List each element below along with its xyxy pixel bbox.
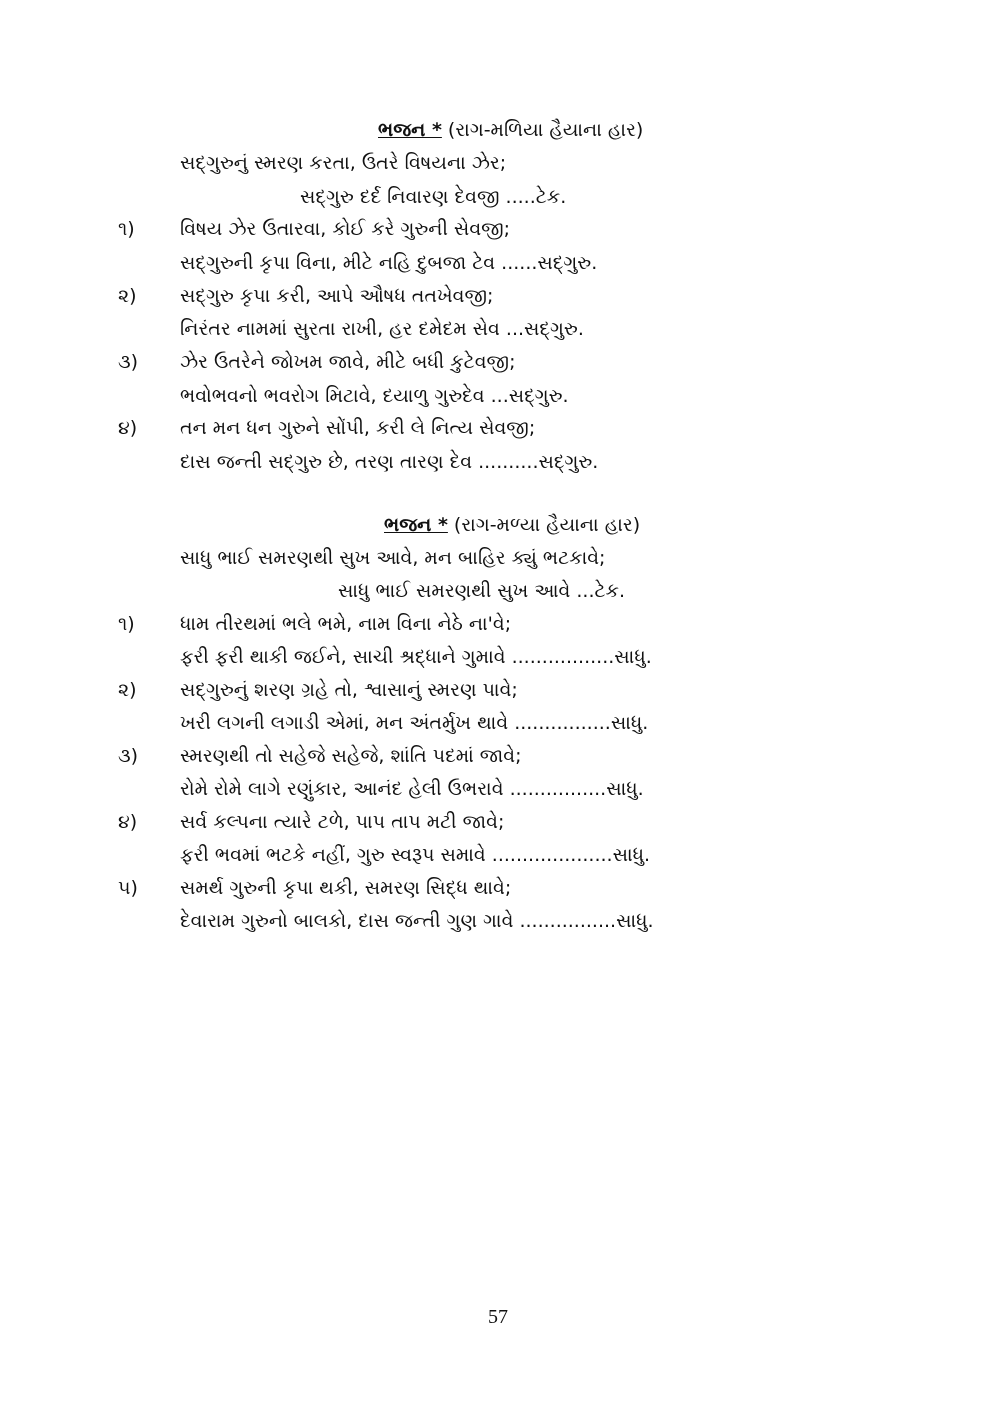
bhajan-2-refrain-line-2: સાધુ ભાઈ સમરણથી સુખ આવે ...ટેક. [338,580,626,602]
verse-line: ખરી લગની લગાડી એમાં, મન અંતર્મુખ થાવે ................સાધુ. [180,712,649,734]
bhajan-2-title [384,512,640,538]
verse-line: વિષય ઝેર ઉતારવા, કોઈ કરે ગુરુની સેવજી; [180,218,511,240]
verse-line: સ્મરણથી તો સહેજે સહેજે, શાંતિ પદમાં જાવે; [180,745,522,767]
verse-number: ૫) [118,877,138,899]
bhajan-1-refrain-line-1: સદ્‌ગુરુનું સ્મરણ કરતા, ઉતરે વિષયના ઝેર; [180,152,507,174]
verse-number: ૪) [118,811,138,833]
bhajan-2-refrain-line-1: સાધુ ભાઈ સમરણથી સુખ આવે, મન બાહિર ક્યું ભટકાવે; [180,547,606,569]
verse-line: ફરી ભવમાં ભટકે નહીં, ગુરુ સ્વરૂપ સમાવે ....................સાધુ. [180,844,651,866]
verse-number: ૩) [118,745,139,767]
verse-line: તન મન ધન ગુરુને સોંપી, કરી લે નિત્ય સેવજી; [180,417,536,439]
bhajan-2-title-label: ભજન * [384,514,448,536]
verse-line: સદ્‌ગુરુનું શરણ ગ્રહે તો, શ્વાસાનું સ્મરણ પાવે; [180,679,518,701]
verse-number: ૪) [118,417,138,439]
verse-line: સદ્‌ગુરુની કૃપા વિના, મીટે નહિ દુબજા ટેવ ......સદ્‌ગુરુ. [180,252,598,274]
verse-line: ભવોભવનો ભવરોગ મિટાવે, દયાળુ ગુરુદેવ ...સદ્‌ગુરુ. [180,385,569,407]
bhajan-1-refrain-line-2: સદ્‌ગુરુ દર્દ નિવારણ દેવજી .....ટેક. [300,186,567,208]
bhajan-2-raag: (રાગ-મળ્યા હૈયાના હાર) [447,514,641,536]
verse-line: સર્વ કલ્પના ત્યારે ટળે, પાપ તાપ મટી જાવે; [180,811,505,833]
verse-number: ૧) [118,613,135,635]
verse-line: રોમે રોમે લાગે રણુંકાર, આનંદ હેલી ઉભરાવે ................સાધુ. [180,778,644,800]
verse-line: સમર્થ ગુરુની કૃપા થકી, સમરણ સિદ્ધ થાવે; [180,877,512,899]
verse-line: ધામ તીરથમાં ભલે ભમે, નામ વિના નેઠે ના'વે; [180,613,512,635]
verse-line: નિરંતર નામમાં સુરતા રાખી, હર દમેદમ સેવ ...સદ્‌ગુરુ. [180,318,584,340]
page-number: 57 [488,1306,508,1328]
verse-number: ૧) [118,218,135,240]
verse-line: દેવારામ ગુરુનો બાલકો, દાસ જન્તી ગુણ ગાવે ................સાધુ. [180,910,654,932]
verse-number: ૨) [118,679,137,701]
verse-line: દાસ જન્તી સદ્‌ગુરુ છે, તરણ તારણ દેવ ..........સદ્‌ગુરુ. [180,451,599,473]
bhajan-1-title-label: ભજન * [378,119,442,141]
verse-number: ૨) [118,285,137,307]
verse-line: ફરી ફરી થાકી જઈને, સાચી શ્રદ્ધાને ગુમાવે .................સાધુ. [180,646,652,668]
bhajan-1-title [378,117,643,143]
verse-line: સદ્‌ગુરુ કૃપા કરી, આપે ઔષધ તતખેવજી; [180,285,494,307]
verse-number: ૩) [118,351,139,373]
bhajan-1-raag: (રાગ-મળિયા હૈયાના હાર) [441,119,644,141]
verse-line: ઝેર ઉતરેને જોખમ જાવે, મીટે બધી કુટેવજી; [180,351,516,373]
